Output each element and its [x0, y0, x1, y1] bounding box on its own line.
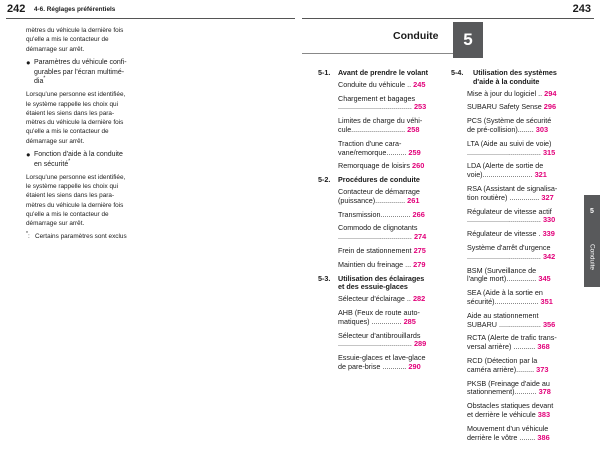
toc-entry-page: 315 [540, 147, 556, 157]
toc-entry-page: 296 [541, 102, 557, 112]
toc-entry-link[interactable] [338, 295, 445, 304]
toc-entry-text: Système d'arrêt d'urgence [467, 242, 551, 252]
toc-entry-text: tion routière) ............... [467, 192, 540, 202]
toc-entry-text: ..................................... [338, 102, 412, 112]
bullet-icon: ● [26, 150, 31, 160]
toc-entry-link[interactable] [338, 309, 445, 327]
toc-section-title: Utilisation des éclairages et des essuie-glaces [338, 273, 425, 292]
toc-entry-text: versal arrière) ........... [467, 342, 536, 352]
toc-entry-link[interactable] [338, 261, 445, 270]
toc-entry-page: 259 [406, 147, 421, 157]
toc-entry-link[interactable] [338, 354, 445, 372]
toc-entry-text: stationnement)........... [467, 387, 537, 397]
toc-entry-text: vane/remorque.......... [338, 147, 407, 157]
chapter-side-tab[interactable] [584, 195, 600, 287]
toc-section-title: Procédures de conduite [338, 175, 420, 185]
toc-section-heading [318, 275, 445, 293]
toc-entry-link[interactable] [338, 117, 445, 135]
paragraph-2: Lorsqu'une personne est identifiée, le système rappelle les choix qui étaient les siens dans les para- mètres du véhicule la dernière fois qu'elle a mis le contacteur de démarrage sur arrêt. [26, 173, 126, 228]
toc-entry-link[interactable] [467, 162, 565, 180]
toc-section-number: 5-1. [318, 68, 331, 77]
toc-entry-text: de pare-brise ............ [338, 361, 407, 371]
chapter-title: Conduite [393, 30, 439, 42]
toc-entry-link[interactable] [467, 267, 565, 285]
toc-entry-link[interactable] [467, 402, 565, 420]
toc-entry-text: de pré-collision)........ [467, 124, 534, 134]
toc-entry-link[interactable] [467, 244, 565, 262]
toc-entry-text: ..................................... [467, 251, 541, 261]
toc-entry-page: 261 [405, 195, 420, 205]
toc-entry-text: Limites de charge du véhi- [338, 116, 423, 126]
toc-entry-text: SUBARU Safety Sense [467, 102, 542, 112]
toc-entry-text: l'angle mort)............... [467, 274, 537, 284]
left-header-rule [6, 18, 295, 19]
toc-entry-page: 345 [536, 274, 551, 284]
toc-entry-page: 356 [540, 319, 556, 329]
toc-entry-link[interactable] [467, 230, 565, 239]
toc-entry-page: 327 [539, 192, 554, 202]
toc-entry-text: ..................................... [467, 147, 541, 157]
toc-entry-link[interactable] [467, 90, 565, 99]
toc-entry-text: RSA (Assistant de signalisa- [467, 183, 558, 193]
bullet-driving-assist: ● Fonction d'aide à la conduite en sécurité* [26, 150, 123, 168]
toc-entry-text: Maintien du freinage ... [338, 259, 412, 269]
footnote-mark: * [43, 76, 46, 83]
toc-entry-link[interactable] [338, 162, 445, 171]
toc-entry-text: RCTA (Alerte de trafic trans- [467, 333, 557, 343]
toc-entry-text: LDA (Alerte de sortie de [467, 161, 544, 171]
toc-entry-text: Sélecteur d'éclairage .. [338, 294, 411, 304]
toc-entry-page: 373 [534, 364, 549, 374]
toc-entry-page: 253 [411, 102, 427, 112]
toc-entry-link[interactable] [467, 103, 565, 112]
toc-entry-link[interactable] [467, 334, 565, 352]
toc-entry-page: 260 [409, 161, 425, 171]
toc-entry-text: matiques) ............... [338, 316, 402, 326]
toc-entry-page: 275 [411, 245, 426, 255]
toc-entry-page: 342 [540, 251, 556, 261]
bullet-multimedia-settings: ● Paramètres du véhicule confi- gurables par l'écran multimé- dia* [26, 57, 127, 86]
toc-entry-text: sécurité)...................... [467, 296, 539, 306]
toc-entry-page: 386 [535, 432, 550, 442]
toc-entry-text: voie)......................... [467, 170, 533, 180]
toc-entry-link[interactable] [467, 425, 565, 443]
toc-entry-text: Essuie-glaces et lave-glace [338, 353, 426, 363]
toc-entry-link[interactable] [467, 185, 565, 203]
toc-entry-page: 383 [535, 409, 551, 419]
toc-column-1 [318, 69, 445, 377]
toc-entry-page: 378 [536, 387, 551, 397]
toc-column-2 [451, 69, 565, 447]
toc-entry-text: Aide au stationnement [467, 310, 539, 320]
toc-entry-text: PKSB (Freinage d'aide au [467, 378, 550, 388]
paragraph-1: Lorsqu'une personne est identifiée, le système rappelle les choix qui étaient les siens dans les para- mètres du véhicule la dernière fois qu'elle a mis le contacteur de démarrage sur arrêt. [26, 91, 126, 145]
toc-entry-link[interactable] [467, 117, 565, 135]
toc-entry-text: Conduite du véhicule .. [338, 79, 412, 89]
chapter-title-rule [302, 53, 453, 54]
toc-entry-text: Contacteur de démarrage [338, 186, 420, 196]
toc-entry-text: ..................................... [338, 232, 412, 242]
toc-entry-text: Chargement et bagages [338, 93, 416, 103]
toc-entry-text: SUBARU ..................... [467, 319, 541, 329]
toc-entry-page: 274 [411, 232, 427, 242]
toc-entry-text: Régulateur de vitesse . [467, 229, 541, 239]
right-page [300, 0, 600, 450]
toc-entry-text: Remorquage de loisirs [338, 161, 410, 171]
toc-section-number: 5-2. [318, 175, 331, 185]
toc-entry-link[interactable] [338, 188, 445, 206]
toc-entry-link[interactable] [467, 312, 565, 330]
toc-entry-text: Traction d'une cara- [338, 138, 402, 148]
side-tab-label: Conduite [588, 243, 596, 271]
toc-entry-page: 330 [540, 215, 556, 225]
left-page-number: 242 [7, 3, 26, 15]
toc-entry-link[interactable] [338, 247, 445, 256]
toc-entry-text: Commodo de clignotants [338, 223, 418, 233]
toc-entry-link[interactable] [338, 81, 445, 90]
toc-section-number: 5-4. [451, 68, 464, 77]
toc-entry-page: 258 [405, 124, 420, 134]
toc-entry-text: Obstacles statiques devant [467, 401, 554, 411]
toc-section-title: Avant de prendre le volant [338, 68, 428, 77]
side-tab-number: 5 [590, 208, 594, 215]
toc-entry-link[interactable] [338, 332, 445, 350]
toc-entry-text: LTA (Aide au suivi de voie) [467, 138, 552, 148]
toc-entry-page: 266 [410, 209, 425, 219]
toc-entry-text: et derrière le véhicule [467, 409, 536, 419]
toc-entry-link[interactable] [467, 289, 565, 307]
toc-entry-link[interactable] [338, 95, 445, 113]
toc-entry-page: 368 [535, 342, 550, 352]
toc-entry-text: Mise à jour du logiciel .. [467, 88, 543, 98]
bullet-icon: ● [26, 57, 31, 67]
toc-entry-text: caméra arrière)......... [467, 364, 535, 374]
toc-entry-text: PCS (Système de sécurité [467, 116, 552, 126]
toc-section-heading [318, 69, 445, 78]
toc-section-number: 5-3. [318, 273, 331, 283]
toc-entry-link[interactable] [338, 211, 445, 220]
toc-section-title: Utilisation des systèmes d'aide à la conduite [473, 68, 557, 86]
toc-entry-link[interactable] [467, 380, 565, 398]
toc-section-heading [451, 69, 565, 87]
toc-entry-text: RCD (Détection par la [467, 355, 538, 365]
toc-entry-text: AHB (Feux de route auto- [338, 307, 420, 317]
toc-entry-link[interactable] [467, 140, 565, 158]
right-header-rule [302, 18, 594, 19]
right-page-number: 243 [572, 3, 591, 15]
toc-entry-page: 294 [542, 88, 557, 98]
toc-entry-text: (puissance)............... [338, 195, 406, 205]
toc-entry-link[interactable] [467, 208, 565, 226]
toc-entry-text: derrière le vôtre ........ [467, 432, 536, 442]
toc-entry-link[interactable] [338, 224, 445, 242]
toc-entry-text: BSM (Surveillance de [467, 265, 537, 275]
toc-entry-link[interactable] [467, 357, 565, 375]
left-section-title: 4-6. Réglages préférentiels [34, 6, 116, 13]
toc-entry-text: Régulateur de vitesse actif [467, 206, 552, 216]
toc-entry-page: 339 [540, 229, 555, 239]
toc-entry-page: 351 [538, 296, 553, 306]
toc-section-heading [318, 176, 445, 185]
toc-entry-text: ..................................... [338, 339, 412, 349]
toc-entry-page: 279 [411, 259, 426, 269]
toc-entry-text: Frein de stationnement [338, 245, 412, 255]
toc-entry-text: Sélecteur d'antibrouillards [338, 330, 421, 340]
intro-paragraph: mètres du véhicule la dernière fois qu'elle a mis le contacteur de démarrage sur arrêt. [26, 27, 124, 53]
left-body [26, 26, 160, 242]
toc-entry-page: 245 [411, 79, 426, 89]
toc-entry-page: 290 [406, 361, 421, 371]
chapter-number-badge: 5 [453, 22, 483, 58]
toc-entry-text: SEA (Aide à la sortie en [467, 288, 543, 298]
toc-entry-page: 303 [533, 124, 549, 134]
toc-entry-text: Transmission............... [338, 209, 411, 219]
toc-entry-page: 285 [401, 316, 416, 326]
toc-entry-page: 321 [532, 170, 547, 180]
toc-entry-page: 289 [411, 339, 427, 349]
toc-entry-link[interactable] [338, 140, 445, 158]
toc-entry-text: Mouvement d'un véhicule [467, 423, 549, 433]
toc-entry-text: ..................................... [467, 215, 541, 225]
toc-entry-page: 282 [410, 294, 426, 304]
footnote-mark: * [68, 158, 71, 165]
toc-entry-text: cule........................... [338, 124, 406, 134]
footnote: *: Certains paramètres sont exclus [26, 231, 127, 241]
